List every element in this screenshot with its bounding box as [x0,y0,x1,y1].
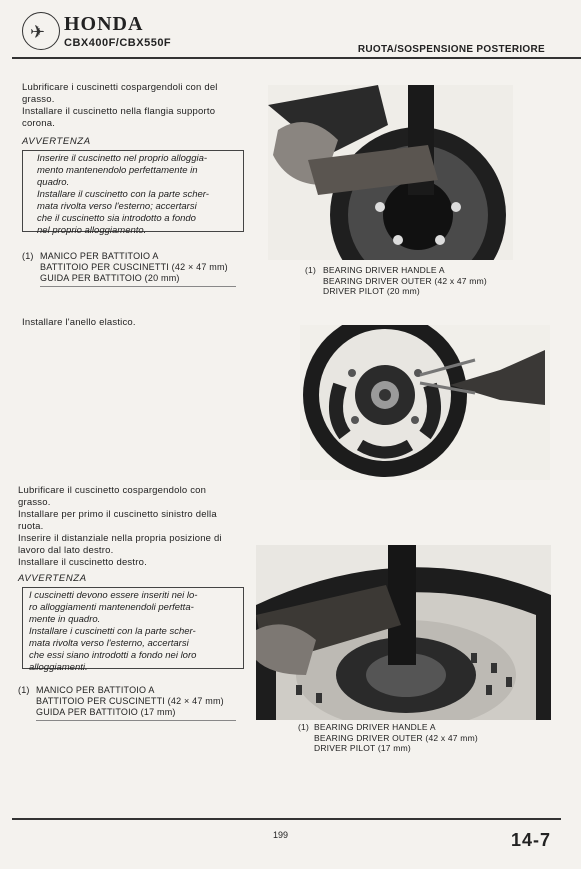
text-line: Inserire il distanziale nella propria posizione di [18,533,222,544]
text-line: alloggiamenti. [29,662,88,673]
text-line: Lubrificare il cuscinetto cospargendolo con [18,485,207,496]
text-line: lavoro dal lato destro. [18,545,114,556]
callout-line: BATTITOIO PER CUSCINETTI (42 × 47 mm) [40,262,228,272]
text-line: che essi siano introdotti a fondo nei loro [29,650,197,661]
warning-title-2: AVVERTENZA [18,573,87,584]
footer-rule [12,818,561,820]
photo3-caption [298,722,528,754]
header-rule [12,57,581,59]
text-line: Installare il cuscinetto nella flangia supporto [22,106,216,117]
photo-circlip-install [300,325,550,480]
text-line: Installare per primo il cuscinetto sinistro della [18,509,217,520]
wing-icon: ✈ [30,22,46,43]
callout-line: MANICO PER BATTITOIO A [40,251,159,261]
text-line: Lubrificare i cuscinetti cospargendoli con del [22,82,218,93]
caption-line: BEARING DRIVER OUTER (42 x 47 mm) [323,275,487,286]
text-line: ro alloggiamenti mantenendoli perfetta- [29,602,194,613]
caption-line: DRIVER PILOT (20 mm) [323,286,420,296]
caption-line: BEARING DRIVER OUTER (42 x 47 mm) [314,732,478,743]
text-line: grasso. [18,497,51,508]
callout-underline [36,720,236,721]
caption-line: BEARING DRIVER HANDLE A [323,265,445,275]
callout-line: GUIDA PER BATTITOIO (20 mm) [40,273,180,283]
page-number: 199 [273,830,289,840]
chapter-page: 14-7 [510,830,551,850]
warning-box-1 [22,150,244,236]
tool-callout-1 [22,251,247,284]
text-line: quadro. [37,177,70,188]
callout-number: (1) [22,251,34,261]
text-line: mento mantenendolo perfettamente in [37,165,198,176]
photo1-caption [305,265,525,297]
caption-number: (1) [298,722,309,732]
callout-line: GUIDA PER BATTITOIO (17 mm) [36,707,176,717]
photo-wheel-hub-bearing-driver [256,545,551,720]
section-title: RUOTA/SOSPENSIONE POSTERIORE [357,44,545,55]
warning-title-1: AVVERTENZA [22,136,91,147]
text-line: Installare il cuscinetto destro. [18,557,147,568]
callout-underline [40,286,236,287]
callout-line: MANICO PER BATTITOIO A [36,685,155,695]
brand-name: HONDA [64,13,144,35]
text-line: ruota. [18,521,44,532]
caption-line: BEARING DRIVER HANDLE A [314,722,436,732]
instruction-circlip: Installare l'anello elastico. [22,317,136,328]
text-line: Installare i cuscinetti con la parte scher- [29,626,196,637]
instructions-3 [18,485,248,569]
caption-number: (1) [305,265,316,275]
text-line: Installare il cuscinetto con la parte scher- [37,189,209,200]
text-line: corona. [22,118,56,129]
text-line: mente in quadro. [29,614,101,625]
instructions-1 [22,82,252,130]
text-line: mata rivolta verso l'esterno, accertarsi [29,638,189,649]
tool-callout-3 [18,685,248,718]
callout-line: BATTITOIO PER CUSCINETTI (42 × 47 mm) [36,696,224,706]
text-line: mata rivolta verso l'esterno; accertarsi [37,201,197,212]
photo-sprocket-bearing-driver [268,85,513,260]
caption-line: DRIVER PILOT (17 mm) [314,743,411,753]
text-line: Inserire il cuscinetto nel proprio alloggia- [37,153,208,164]
callout-number: (1) [18,685,30,695]
text-line: grasso. [22,94,55,105]
text-line: nel proprio alloggiamento. [37,225,147,236]
text-line: I cuscinetti devono essere inseriti nei lo- [29,590,198,601]
warning-box-2 [22,587,244,673]
text-line: che il cuscinetto sia introdotto a fondo [37,213,196,224]
model-name: CBX400F/CBX550F [64,37,172,49]
